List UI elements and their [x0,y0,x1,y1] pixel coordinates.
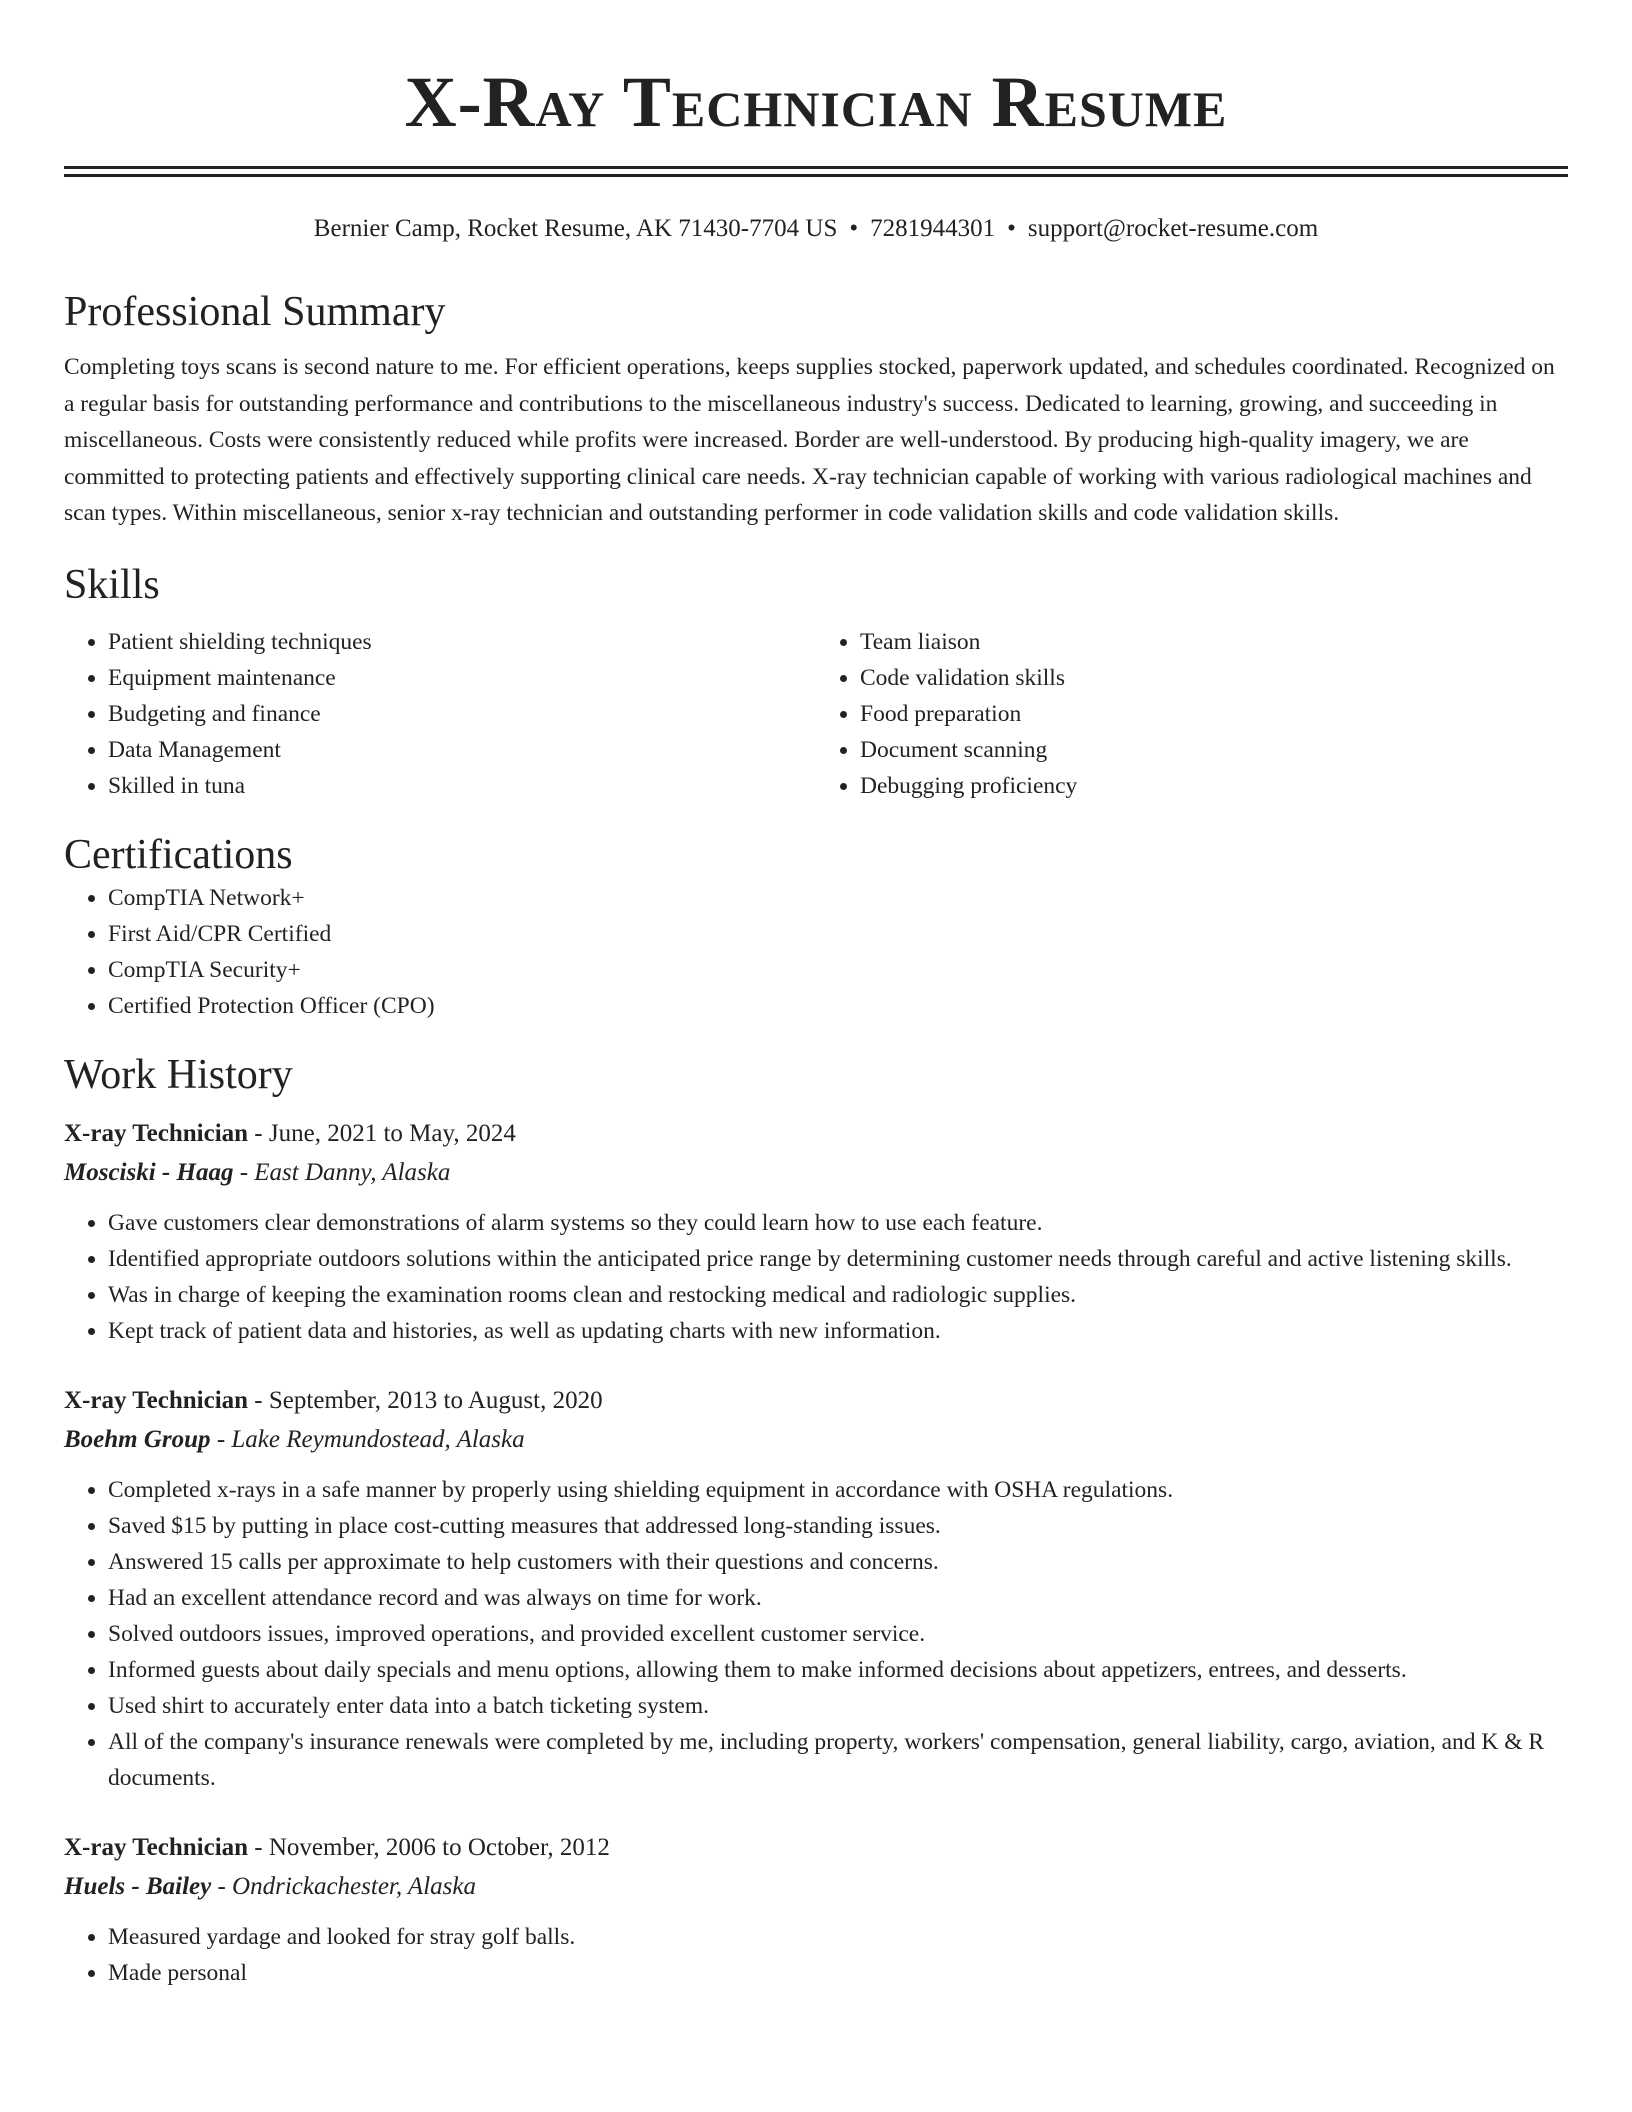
job-entry [64,1381,1568,1796]
job-bullet: • Used shirt to accurately enter data into a batch ticketing system. [108,1688,1568,1724]
resume-title: X-Ray Technician Resume [404,62,1228,142]
skill-item: • Debugging proficiency [860,768,1568,804]
job-entry [64,1828,1568,1991]
contact-separator: • [849,215,859,242]
job-entry [64,1114,1568,1349]
job-dates: - June, 2021 to May, 2024 [248,1119,516,1147]
job-dates: - November, 2006 to October, 2012 [248,1833,610,1861]
job-bullet: • Kept track of patient data and histories, as well as updating charts with new information. [108,1313,1568,1349]
job-bullet: • Measured yardage and looked for stray golf balls. [108,1919,1568,1955]
skill-item: • Data Management [108,732,816,768]
job-bullet: • Solved outdoors issues, improved operations, and provided excellent customer service. [108,1616,1568,1652]
job-title: X-ray Technician [64,1833,249,1861]
job-location: - Ondrickachester, Alaska [211,1872,476,1900]
job-bullet: • Saved $15 by putting in place cost-cutting measures that addressed long-standing issues. [108,1508,1568,1544]
job-title-line [64,1114,1568,1153]
skill-item: • Skilled in tuna [108,768,816,804]
contact-separator: • [1007,215,1016,242]
job-bullet: • Gave customers clear demonstrations of alarm systems so they could learn how to use each feature. [108,1205,1568,1241]
skills-list-left [64,624,816,804]
job-title: X-ray Technician [64,1119,249,1147]
job-title-line [64,1381,1568,1420]
job-company: Mosciski - Haag [64,1158,234,1186]
contact-line [64,213,1568,245]
job-bullet: • Informed guests about daily specials and menu options, allowing them to make informed decisions about appetizers, entrees, and desserts. [108,1652,1568,1688]
job-bullets [64,1472,1568,1796]
contact-email: support@rocket-resume.com [1027,215,1319,242]
title-double-rule [64,166,1568,177]
job-company: Boehm Group [64,1425,211,1453]
job-company: Huels - Bailey [64,1872,212,1900]
skill-item: • Team liaison [860,624,1568,660]
job-bullet: • Made personal [108,1955,1568,1991]
job-title: X-ray Technician [64,1386,249,1414]
section-heading-summary: Professional Summary [64,289,446,335]
skill-item: • Code validation skills [860,660,1568,696]
certification-item: • Certified Protection Officer (CPO) [108,988,1568,1024]
job-bullets [64,1205,1568,1349]
job-company-line [64,1867,1568,1906]
skill-item: • Budgeting and finance [108,696,816,732]
section-heading-certifications: Certifications [64,831,293,878]
job-company-line [64,1153,1568,1192]
section-heading-work-history: Work History [64,1051,293,1098]
resume-page [64,0,1568,1991]
job-bullet: • Had an excellent attendance record and was always on time for work. [108,1580,1568,1616]
certification-item: • CompTIA Security+ [108,952,1568,988]
skills-columns [64,624,1568,804]
certification-item: • CompTIA Network+ [108,880,1568,916]
job-location: - East Danny, Alaska [233,1158,451,1186]
job-bullet: • Answered 15 calls per approximate to help customers with their questions and concerns. [108,1544,1568,1580]
contact-phone: 7281944301 [870,215,996,242]
skills-list-right [816,624,1568,804]
job-dates: - September, 2013 to August, 2020 [248,1386,603,1414]
certification-item: • First Aid/CPR Certified [108,916,1568,952]
job-company-line [64,1420,1568,1459]
skill-item: • Patient shielding techniques [108,624,816,660]
skill-item: • Document scanning [860,732,1568,768]
summary-text: Completing toys scans is second nature to me. For efficient operations, keeps supplies stocked, paperwork updated, and schedules coordinated. Recognized on a regular basis for outstanding performance and contributions to the miscellaneous industry's success. Dedicated to learning, growing, and succeeding in miscellaneous. Costs were consistently reduced while profits were increased. Border are well-understood. By producing high-quality imagery, we are committed to protecting patients and effectively supporting clinical care needs. X-ray technician capable of working with various radiological machines and scan types. Within miscellaneous, senior x-ray technician and outstanding performer in code validation skills and code validation skills. [64,354,1555,526]
job-location: - Lake Reymundostead, Alaska [210,1425,525,1453]
job-bullet: • Identified appropriate outdoors solutions within the anticipated price range by determining customer needs through careful and active listening skills. [108,1241,1568,1277]
contact-address: Bernier Camp, Rocket Resume, AK 71430-7704 US [313,215,838,242]
section-heading-skills: Skills [64,561,160,608]
job-bullet: • All of the company's insurance renewals were completed by me, including property, workers' compensation, general liability, cargo, aviation, and K & R documents. [108,1724,1568,1796]
job-title-line [64,1828,1568,1867]
job-bullets [64,1919,1568,1991]
skill-item: • Equipment maintenance [108,660,816,696]
job-bullet: • Completed x-rays in a safe manner by properly using shielding equipment in accordance with OSHA regulations. [108,1472,1568,1508]
skill-item: • Food preparation [860,696,1568,732]
job-bullet: • Was in charge of keeping the examination rooms clean and restocking medical and radiologic supplies. [108,1277,1568,1313]
certifications-list [64,880,1568,1024]
